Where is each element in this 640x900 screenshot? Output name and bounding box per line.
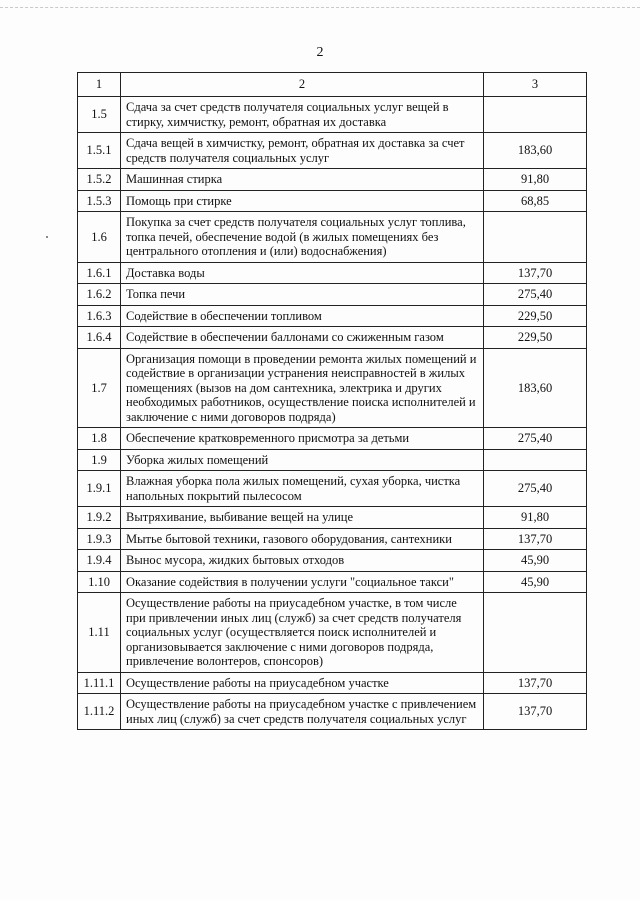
table-row (78, 528, 587, 550)
service-description: Сдача за счет средств получателя социальных услуг вещей в стирку, химчистку, ремонт, обратная их доставка (121, 97, 484, 133)
service-description: Машинная стирка (121, 169, 484, 191)
table-row (78, 571, 587, 593)
table-row (78, 133, 587, 169)
table-row (78, 284, 587, 306)
table-row (78, 672, 587, 694)
service-description: Содействие в обеспечении баллонами со сжиженным газом (121, 327, 484, 349)
header-col-2: 2 (121, 73, 484, 97)
service-description: Доставка воды (121, 262, 484, 284)
service-description: Вытряхивание, выбивание вещей на улице (121, 507, 484, 529)
page-top-edge (0, 7, 640, 9)
service-description: Влажная уборка пола жилых помещений, сухая уборка, чистка напольных покрытий пылесосом (121, 471, 484, 507)
row-number: 1.5.3 (78, 190, 121, 212)
row-number: 1.11 (78, 593, 121, 673)
service-description: Оказание содействия в получении услуги "социальное такси" (121, 571, 484, 593)
table-row (78, 428, 587, 450)
service-price: 91,80 (484, 169, 587, 191)
row-number: 1.5.1 (78, 133, 121, 169)
service-price: 137,70 (484, 528, 587, 550)
table-row (78, 262, 587, 284)
service-price: 45,90 (484, 550, 587, 572)
service-price: 275,40 (484, 428, 587, 450)
service-price: 68,85 (484, 190, 587, 212)
row-number: 1.9.2 (78, 507, 121, 529)
table-row (78, 593, 587, 673)
service-price: 137,70 (484, 262, 587, 284)
header-col-3: 3 (484, 73, 587, 97)
row-number: 1.9 (78, 449, 121, 471)
row-number: 1.11.2 (78, 694, 121, 730)
header-col-1: 1 (78, 73, 121, 97)
service-description: Организация помощи в проведении ремонта жилых помещений и содействие в организации устранения неисправностей в жилых помещениях (вызов на дом сантехника, электрика и других необходимых работников, осуществление поиска исполнителей и заключение с ними договоров подряда) (121, 348, 484, 428)
table-row (78, 190, 587, 212)
table-row (78, 97, 587, 133)
service-price (484, 212, 587, 263)
table-row (78, 449, 587, 471)
service-price (484, 449, 587, 471)
table-row (78, 169, 587, 191)
page-number: 2 (316, 45, 324, 60)
service-price: 91,80 (484, 507, 587, 529)
table-header-row (78, 73, 587, 97)
service-price (484, 593, 587, 673)
table-row (78, 348, 587, 428)
service-price: 229,50 (484, 327, 587, 349)
service-price (484, 97, 587, 133)
scan-speck (46, 236, 48, 238)
service-description: Вынос мусора, жидких бытовых отходов (121, 550, 484, 572)
row-number: 1.6.3 (78, 305, 121, 327)
row-number: 1.6.2 (78, 284, 121, 306)
service-description: Осуществление работы на приусадебном участке, в том числе при привлечении иных лиц (служб) за счет средств получателя социальных услуг (осуществляется поиск исполнителей и организовывается заключение с ними договоров подряда, привлечение волонтеров, спонсоров) (121, 593, 484, 673)
service-description: Осуществление работы на приусадебном участке с привлечением иных лиц (служб) за счет средств получателя социальных услуг (121, 694, 484, 730)
service-price: 275,40 (484, 471, 587, 507)
service-price: 275,40 (484, 284, 587, 306)
table-body (78, 73, 587, 730)
service-price: 137,70 (484, 672, 587, 694)
row-number: 1.9.1 (78, 471, 121, 507)
service-price: 137,70 (484, 694, 587, 730)
row-number: 1.5 (78, 97, 121, 133)
service-description: Помощь при стирке (121, 190, 484, 212)
row-number: 1.7 (78, 348, 121, 428)
row-number: 1.6 (78, 212, 121, 263)
service-price: 45,90 (484, 571, 587, 593)
row-number: 1.10 (78, 571, 121, 593)
row-number: 1.11.1 (78, 672, 121, 694)
service-description: Мытье бытовой техники, газового оборудования, сантехники (121, 528, 484, 550)
service-description: Топка печи (121, 284, 484, 306)
row-number: 1.6.1 (78, 262, 121, 284)
service-description: Осуществление работы на приусадебном участке (121, 672, 484, 694)
service-description: Сдача вещей в химчистку, ремонт, обратная их доставка за счет средств получателя социальных услуг (121, 133, 484, 169)
row-number: 1.9.3 (78, 528, 121, 550)
services-price-table (77, 72, 587, 730)
service-description: Покупка за счет средств получателя социальных услуг топлива, топка печей, обеспечение водой (в жилых помещениях без центрального отопления и (или) водоснабжения) (121, 212, 484, 263)
row-number: 1.6.4 (78, 327, 121, 349)
table-row (78, 471, 587, 507)
service-price: 183,60 (484, 348, 587, 428)
row-number: 1.9.4 (78, 550, 121, 572)
row-number: 1.5.2 (78, 169, 121, 191)
service-description: Содействие в обеспечении топливом (121, 305, 484, 327)
row-number: 1.8 (78, 428, 121, 450)
service-price: 229,50 (484, 305, 587, 327)
table-row (78, 305, 587, 327)
table-row (78, 694, 587, 730)
service-price: 183,60 (484, 133, 587, 169)
table-row (78, 327, 587, 349)
service-description: Уборка жилых помещений (121, 449, 484, 471)
table-row (78, 507, 587, 529)
table-row (78, 550, 587, 572)
service-description: Обеспечение кратковременного присмотра за детьми (121, 428, 484, 450)
table-row (78, 212, 587, 263)
